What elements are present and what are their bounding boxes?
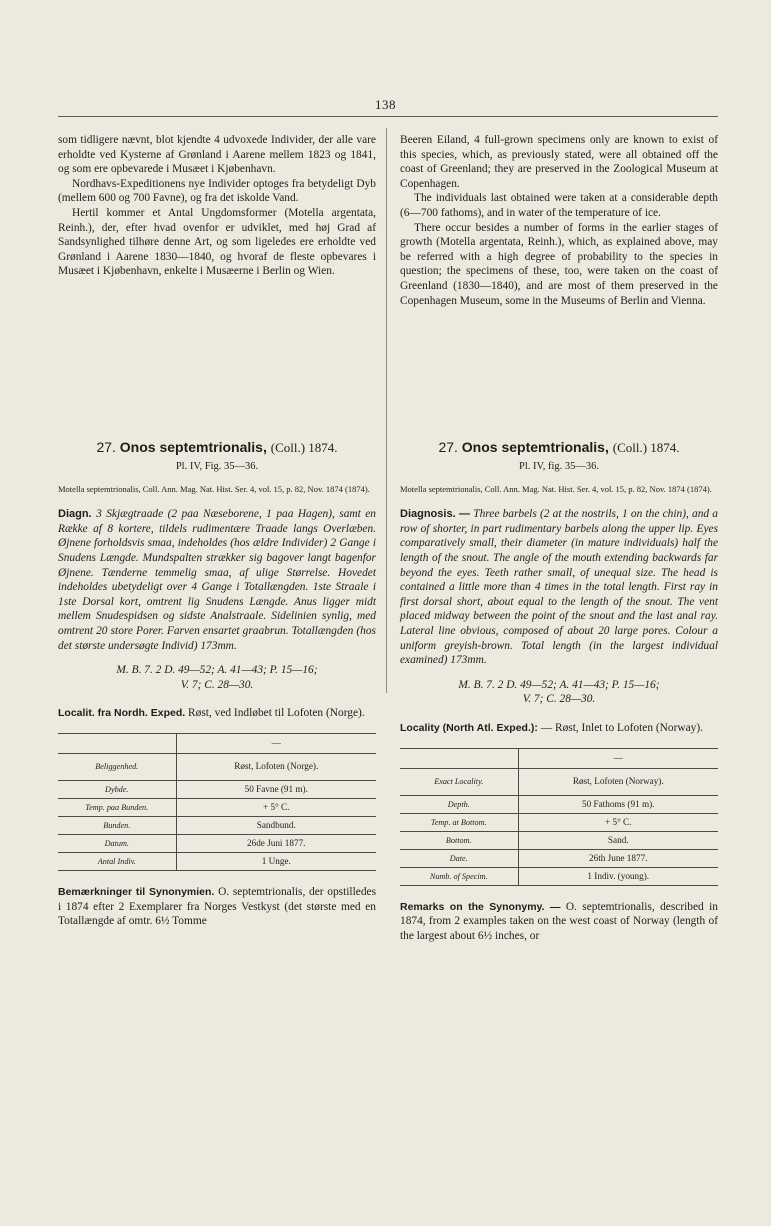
- right-intro-paragraph: The individuals last obtained were taken at a considerable depth (6—700 fathoms), and in water of the temperature of ice.: [400, 192, 718, 219]
- table-label: Numb. of Specim.: [400, 867, 518, 885]
- right-species-title: [400, 440, 718, 456]
- remarks-text: O. septemtrionalis, described in 1874, from 2 examples taken on the west coast of Norway (length of the largest about 6½ inches, or: [400, 900, 718, 942]
- locality-label: Locality (North Atl. Exped.):: [400, 721, 538, 734]
- table-value: + 5° C.: [176, 798, 376, 816]
- table-row: [400, 867, 718, 885]
- right-intro-paragraph: There occur besides a number of forms in the earlier stages of growth (Motella argentata, Reinh.), which, as explained above, may be referred with a high degree of probability to the species in question; the specimens of these, too, were taken on the coast of Greenland (1830—1840), and are most of them preserved in the Copenhagen Museum, some in the Museums of Berlin and Vienna.: [400, 221, 718, 307]
- diagnosis-text: Three barbels (2 at the nostrils, 1 on the chin), and a row of shorter, in part rudimentary barbels along the upper lip. Eyes comparatively small, their diameter (in mature individuals) half the length of the snout. The angle of the mouth extending backwards far beyond the eyes. Teeth rather small, of unequal size. The head is contained a little more than 4 times in the total length. First ray in first dorsal short, about equal to the length of the snout. The vent placed midway between the point of the snout and the last anal ray. Lateral line obvious, composed of about 20 large pores. Colour a uniform greyish-brown. Total length (in the largest individual examined) 173mm.: [400, 508, 718, 667]
- diagnosis-label: Diagn.: [58, 508, 92, 521]
- station-table: [58, 733, 376, 871]
- table-row: [58, 753, 376, 780]
- locality-label: Localit. fra Nordh. Exped.: [58, 707, 186, 720]
- fin-formula-line: M. B. 7. 2 D. 49—52; A. 41—43; P. 15—16;: [116, 664, 318, 677]
- table-label: Temp. paa Bunden.: [58, 798, 176, 816]
- table-value: 1 Unge.: [176, 852, 376, 870]
- column-divider: [386, 128, 387, 693]
- table-row: [58, 733, 376, 753]
- table-label: Bottom.: [400, 831, 518, 849]
- table-label: Antal Indiv.: [58, 852, 176, 870]
- table-label: Dybde.: [58, 780, 176, 798]
- right-intro: [400, 133, 718, 308]
- left-species-section: [58, 440, 376, 929]
- fin-formula: [58, 663, 376, 692]
- species-number: 27.: [438, 439, 458, 455]
- table-row: [58, 852, 376, 870]
- locality: [58, 706, 376, 721]
- table-row: [400, 748, 718, 768]
- table-value: Sandbund.: [176, 816, 376, 834]
- remarks-label: Bemærkninger til Synonymien.: [58, 885, 215, 898]
- table-label: Date.: [400, 849, 518, 867]
- table-value: Røst, Lofoten (Norway).: [518, 768, 718, 795]
- locality-text: Røst, ved Indløbet til Lofoten (Norge).: [188, 707, 365, 720]
- diagnosis-label: Diagnosis. —: [400, 508, 471, 521]
- synonym-citation: Motella septemtrionalis, Coll. Ann. Mag. Nat. Hist. Ser. 4, vol. 15, p. 82, Nov. 1874 (1874).: [58, 484, 370, 495]
- table-row: [400, 831, 718, 849]
- remarks: [58, 885, 376, 929]
- table-label: Beliggenhed.: [58, 753, 176, 780]
- table-value: 50 Fathoms (91 m).: [518, 795, 718, 813]
- table-label: Depth.: [400, 795, 518, 813]
- table-label: Bunden.: [58, 816, 176, 834]
- left-species-title: [58, 440, 376, 456]
- left-intro-paragraph: Nordhavs-Expeditionens nye Individer optoges fra betydeligt Dyb (mellem 600 og 700 Favne), og fra det iskolde Vand.: [58, 177, 376, 205]
- table-value: + 5° C.: [518, 813, 718, 831]
- table-row: [400, 795, 718, 813]
- table-row: [400, 849, 718, 867]
- table-row: [400, 768, 718, 795]
- table-header-dash: —: [176, 733, 376, 753]
- fin-formula-line: V. 7; C. 28—30.: [180, 678, 254, 691]
- species-number: 27.: [96, 439, 116, 455]
- table-label: Exact Locality.: [400, 768, 518, 795]
- table-value: 26th June 1877.: [518, 849, 718, 867]
- locality-text: — Røst, Inlet to Lofoten (Norway).: [540, 721, 704, 734]
- left-intro-paragraph: som tidligere nævnt, blot kjendte 4 udvoxede Individer, der alle vare erholdte ved Kysterne af Grønland i Aarene mellem 1823 og 1841, og som ere opbevarede i Musæet i Kjøbenhavn.: [58, 134, 376, 176]
- fin-formula-line: M. B. 7. 2 D. 49—52; A. 41—43; P. 15—16;: [458, 678, 660, 691]
- right-species-section: [400, 440, 718, 943]
- header-rule: [58, 116, 718, 117]
- table-value: 26de Juni 1877.: [176, 834, 376, 852]
- remarks-label: Remarks on the Synonymy. —: [400, 900, 561, 913]
- diagnosis: [400, 507, 718, 668]
- fin-formula: [400, 678, 718, 707]
- left-intro-paragraph: Hertil kommer et Antal Ungdomsformer (Motella argentata, Reinh.), der, efter hvad ovenfor er udviklet, med høj Grad af Sandsynlighed tilhøre denne Art, og som ligeledes ere erholdte ved Grønland i Aarene 1830—1840, og hvoraf de fleste opbevares i Musæet i Kjøbenhavn, enkelte i Musæerne i Berlin og Wien.: [58, 206, 376, 278]
- table-value: Røst, Lofoten (Norge).: [176, 753, 376, 780]
- locality: [400, 721, 718, 736]
- table-row: [400, 813, 718, 831]
- plate-reference: Pl. IV, Fig. 35—36.: [175, 460, 259, 472]
- species-name: Onos septemtrionalis,: [461, 439, 609, 455]
- diagnosis: [58, 507, 376, 653]
- table-value: Sand.: [518, 831, 718, 849]
- species-name: Onos septemtrionalis,: [119, 439, 267, 455]
- right-intro-paragraph: Beeren Eiland, 4 full-grown specimens only are known to exist of this species, which, as previously stated, were all obtained off the coast of Greenland; they are preserved in the Zoological Museum at Copenhagen.: [400, 134, 718, 190]
- table-value: 50 Favne (91 m).: [176, 780, 376, 798]
- page-number: 138: [375, 97, 396, 112]
- table-row: [58, 816, 376, 834]
- table-label: Datum.: [58, 834, 176, 852]
- fin-formula-line: V. 7; C. 28—30.: [522, 693, 596, 706]
- table-label: Temp. at Bottom.: [400, 813, 518, 831]
- species-authority: (Coll.) 1874.: [612, 440, 680, 455]
- table-value: 1 Indiv. (young).: [518, 867, 718, 885]
- left-intro: [58, 133, 376, 279]
- species-authority: (Coll.) 1874.: [270, 440, 338, 455]
- synonym-citation: Motella septemtrionalis, Coll. Ann. Mag. Nat. Hist. Ser. 4, vol. 15, p. 82, Nov. 1874 (1874).: [400, 484, 712, 495]
- table-row: [58, 834, 376, 852]
- diagnosis-text: 3 Skjægtraade (2 paa Næseborene, 1 paa Hagen), samt en Række af 8 kortere, tildels rudimentære Traade langs Overlæben. Øjnene forholdsvis smaa, indeholdes (hos ældre Individer) 2 Gange i Snudens Længde. Mundspalten strækker sig bagover langt bagenfor Øjnene. Tænderne temmelig smaa, af ulige Størrelse. Hovedet indeholdes ubetydeligt over 4 Gange i Totallængden. 1ste Straale i 1ste Dorsal kort, omtrent lig Snudens Længde. Anus ligger midt mellem Snudespidsen og sidste Analstraale. Sidelinien synlig, med omtrent 20 store Porer. Farven ensartet graabrun. Totallængden (hos det største undersøgte Individ) 173mm.: [58, 508, 376, 652]
- remarks: [400, 900, 718, 944]
- table-row: [58, 780, 376, 798]
- remarks-text: O. septemtrionalis, der opstilledes i 1874 efter 2 Exemplarer fra Norges Vestkyst (det største med en Totallængde af omtr. 6½ Tomme: [58, 885, 376, 928]
- plate-reference: Pl. IV, fig. 35—36.: [518, 460, 600, 472]
- table-row: [58, 798, 376, 816]
- table-header-dash: —: [518, 748, 718, 768]
- station-table: [400, 748, 718, 886]
